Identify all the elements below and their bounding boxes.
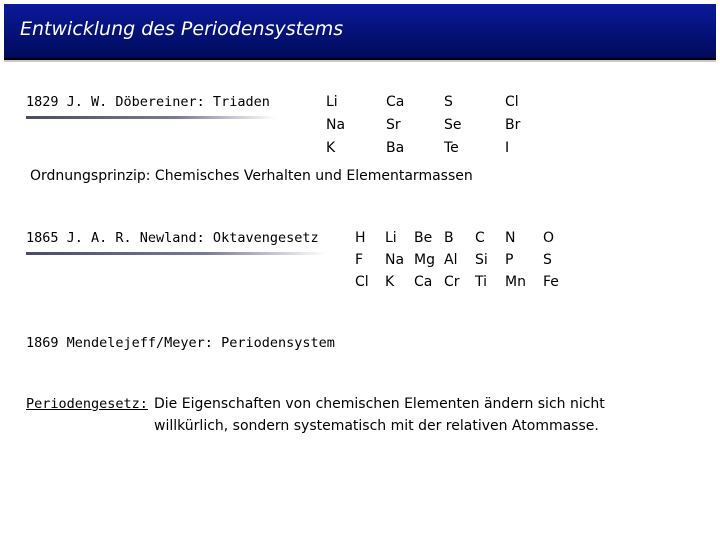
triad-cell: K <box>326 140 336 156</box>
triad-cell: Cl <box>505 94 519 110</box>
octave-cell: Be <box>414 230 433 246</box>
octave-cell: Li <box>385 230 397 246</box>
periodic-law-line1: Die Eigenschaften von chemischen Elementen ändern sich nicht <box>154 396 605 412</box>
periodic-law-label: Periodengesetz: <box>26 396 148 412</box>
triad-cell: Ca <box>386 94 405 110</box>
octave-cell: Mn <box>505 274 526 290</box>
octave-cell: Si <box>475 252 488 268</box>
triad-cell: Li <box>326 94 338 110</box>
triad-cell: Sr <box>386 117 401 133</box>
mendelejeff-heading: 1869 Mendelejeff/Meyer: Periodensystem <box>26 335 335 351</box>
periodic-law-line2: willkürlich, sondern systematisch mit der relativen Atommasse. <box>154 418 599 434</box>
newland-heading: 1865 J. A. R. Newland: Oktavengesetz <box>26 230 319 246</box>
triad-cell: I <box>505 140 510 156</box>
octave-cell: Cr <box>444 274 460 290</box>
doebereiner-underline <box>26 116 276 119</box>
slide-title: Entwicklung des Periodensystems <box>20 18 344 40</box>
octave-cell: O <box>543 230 555 246</box>
octave-cell: P <box>505 252 514 268</box>
octave-cell: C <box>475 230 485 246</box>
triad-cell: S <box>444 94 453 110</box>
triad-cell: Br <box>505 117 521 133</box>
octave-cell: N <box>505 230 516 246</box>
octave-cell: Ca <box>414 274 433 290</box>
doebereiner-heading: 1829 J. W. Döbereiner: Triaden <box>26 94 270 110</box>
triad-cell: Na <box>326 117 346 133</box>
octave-cell: Cl <box>355 274 369 290</box>
octave-cell: Fe <box>543 274 559 290</box>
octave-cell: H <box>355 230 366 246</box>
octave-cell: Ti <box>475 274 488 290</box>
octave-cell: B <box>444 230 454 246</box>
octave-cell: Al <box>444 252 458 268</box>
triad-cell: Te <box>444 140 459 156</box>
title-bar <box>4 4 716 58</box>
octave-cell: Mg <box>414 252 435 268</box>
octave-cell: S <box>543 252 552 268</box>
doebereiner-principle: Ordnungsprinzip: Chemisches Verhalten und Elementarmassen <box>30 168 473 184</box>
octave-cell: K <box>385 274 395 290</box>
octave-cell: Na <box>385 252 405 268</box>
triad-cell: Se <box>444 117 462 133</box>
newland-underline <box>26 252 326 255</box>
title-divider <box>4 60 716 62</box>
octave-cell: F <box>355 252 364 268</box>
triad-cell: Ba <box>386 140 405 156</box>
